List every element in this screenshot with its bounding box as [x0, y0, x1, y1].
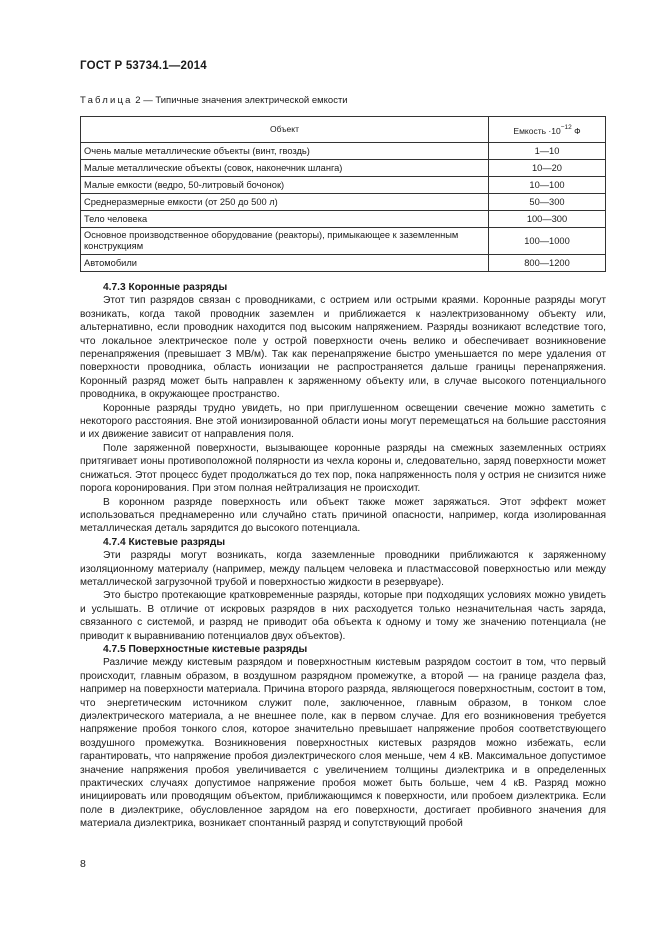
- paragraph: Этот тип разрядов связан с проводниками, с острием или острыми краями. Коронные разряды могут возникать, когда такой проводник заземлен и приближается к наэлектризованному объекту или, альтернативно, если проводник находится под высоким напряжением. Разряды возникают вследствие того, что локальное электрическое поле у острой поверхности очень велико и обеспечивает возникновение перенапряжения (превышает 3 МВ/м). Так как перенапряжение быстро уменьшается по мере удаления от поверхности проводника, область ионизации не распространяется дальше границы перенапряжения. Коронный разряд может быть направлен к заряженному объекту или, в случае высокого потенциального проводника, в окружающее пространство.: [80, 295, 606, 401]
- table-header-row: [81, 117, 606, 143]
- table-cell-object: Малые емкости (ведро, 50-литровый бочонок): [81, 177, 489, 194]
- capacity-table: [80, 116, 606, 272]
- table-cell-object: Очень малые металлические объекты (винт, гвоздь): [81, 143, 489, 160]
- table-row: [81, 255, 606, 272]
- table-cell-object: Автомобили: [81, 255, 489, 272]
- capacity-header-text: Емкость ·10: [513, 126, 561, 136]
- capacity-header-unit: Ф: [571, 126, 581, 136]
- table-cell-value: 10—20: [489, 160, 606, 177]
- table-row: [81, 177, 606, 194]
- table-cell-value: 800—1200: [489, 255, 606, 272]
- table-cell-value: 10—100: [489, 177, 606, 194]
- table-caption-title: 2 — Типичные значения электрической емкости: [132, 95, 348, 106]
- paragraph: В коронном разряде поверхность или объект также может заряжаться. Этот эффект может использоваться преднамеренно или случайно стать причиной опасности, например, когда изолированная металлическая деталь зарядится до высокого потенциала.: [80, 496, 606, 535]
- table-caption: [80, 95, 348, 106]
- table-caption-label: Таблица: [80, 95, 133, 106]
- table-row: [81, 211, 606, 228]
- paragraph: Это быстро протекающие кратковременные разряды, которые при подходящих условиях можно увидеть и услышать. В отличие от искровых разрядов в них расходуется только незначительная часть заряда, связанного с системой, и разряд не приводит оба объекта к одному и тому же значению потенциала (не приводит к выравниванию потенциалов двух объектов).: [80, 590, 606, 642]
- table-cell-object: Малые металлические объекты (совок, наконечник шланга): [81, 160, 489, 177]
- table-cell-value: 1—10: [489, 143, 606, 160]
- column-header-object: Объект: [81, 117, 489, 143]
- table-cell-object: Тело человека: [81, 211, 489, 228]
- table-cell-object: Основное производственное оборудование (реакторы), примыкающее к заземленным конструкциям: [81, 228, 489, 255]
- capacity-header-exponent: −12: [560, 124, 572, 131]
- paragraph: Поле заряженной поверхности, вызывающее коронные разряды на смежных заземленных остриях притягивает ионы противоположной полярности из чехла короны и, следовательно, заряд поверхности может снижаться. Этот процесс будет продолжаться до тех пор, пока напряженность поля у острия не снизится ниже порога коронирования. При этом полная нейтрализация не происходит.: [80, 442, 606, 495]
- section-heading-4-7-5: 4.7.5 Поверхностные кистевые разряды: [103, 643, 308, 655]
- paragraph: Коронные разряды трудно увидеть, но при приглушенном освещении свечение можно заметить с некоторого расстояния. Вне этой ионизированной области ионы могут перемещаться на большие расстояния и их движение зависит от направления поля.: [80, 402, 606, 441]
- table-row: [81, 228, 606, 255]
- paragraph: Эти разряды могут возникать, когда заземленные проводники приближаются к заряженному изоляционному материалу (например, между пальцем человека и пластмассовой поверхностью или между металлической загрузочной трубой и поверхностью жидкости в резервуаре).: [80, 550, 606, 588]
- paragraph: Различие между кистевым разрядом и поверхностным кистевым разрядом состоит в том, что первый происходит, главным образом, в воздушном разрядном промежутке, а второй — на границе раздела фаз, например на поверхности материала. Причина второго разряда, являющегося поверхностным, состоит в том, что энергетическим источником служит поле, заключенное, главным образом, в тонком слое диэлектрического материала, а не внешнее поле, как в первом случае. Для его возникновения требуется напряжение пробоя тонкого слоя, которое значительно превышает напряжение пробоя соответствующего воздушного промежутка. Возникновения поверхностных кистевых разрядов можно избежать, если гарантировать, что напряжение пробоя диэлектрического слоя меньше, чем 4 кВ. Максимальное допустимое значение напряжения пробоя увеличивается с увеличением толщины диэлектрика и в определенных практических случаях допустимое напряжение пробоя может быть больше, чем 4 кВ. Разряд можно инициировать или проводящим объектом, приближающимся к поверхности, или пробоем диэлектрика. Если поле в диэлектрике, обусловленное зарядом на его поверхности, достигает пробивного значения для материала диэлектрика, возникает спонтанный разряд и сопутствующий пробой: [80, 657, 606, 830]
- column-header-capacity: [489, 117, 606, 143]
- document-header: ГОСТ Р 53734.1—2014: [80, 60, 207, 72]
- table-cell-object: Среднеразмерные емкости (от 250 до 500 л): [81, 194, 489, 211]
- table-row: [81, 194, 606, 211]
- page-number: 8: [80, 858, 86, 870]
- table-row: [81, 160, 606, 177]
- section-heading-4-7-3: 4.7.3 Коронные разряды: [103, 282, 228, 293]
- table-cell-value: 100—300: [489, 211, 606, 228]
- body-text: [80, 281, 606, 831]
- section-heading-4-7-4: 4.7.4 Кистевые разряды: [103, 536, 226, 548]
- table-row: [81, 143, 606, 160]
- table-cell-value: 50—300: [489, 194, 606, 211]
- table-cell-value: 100—1000: [489, 228, 606, 255]
